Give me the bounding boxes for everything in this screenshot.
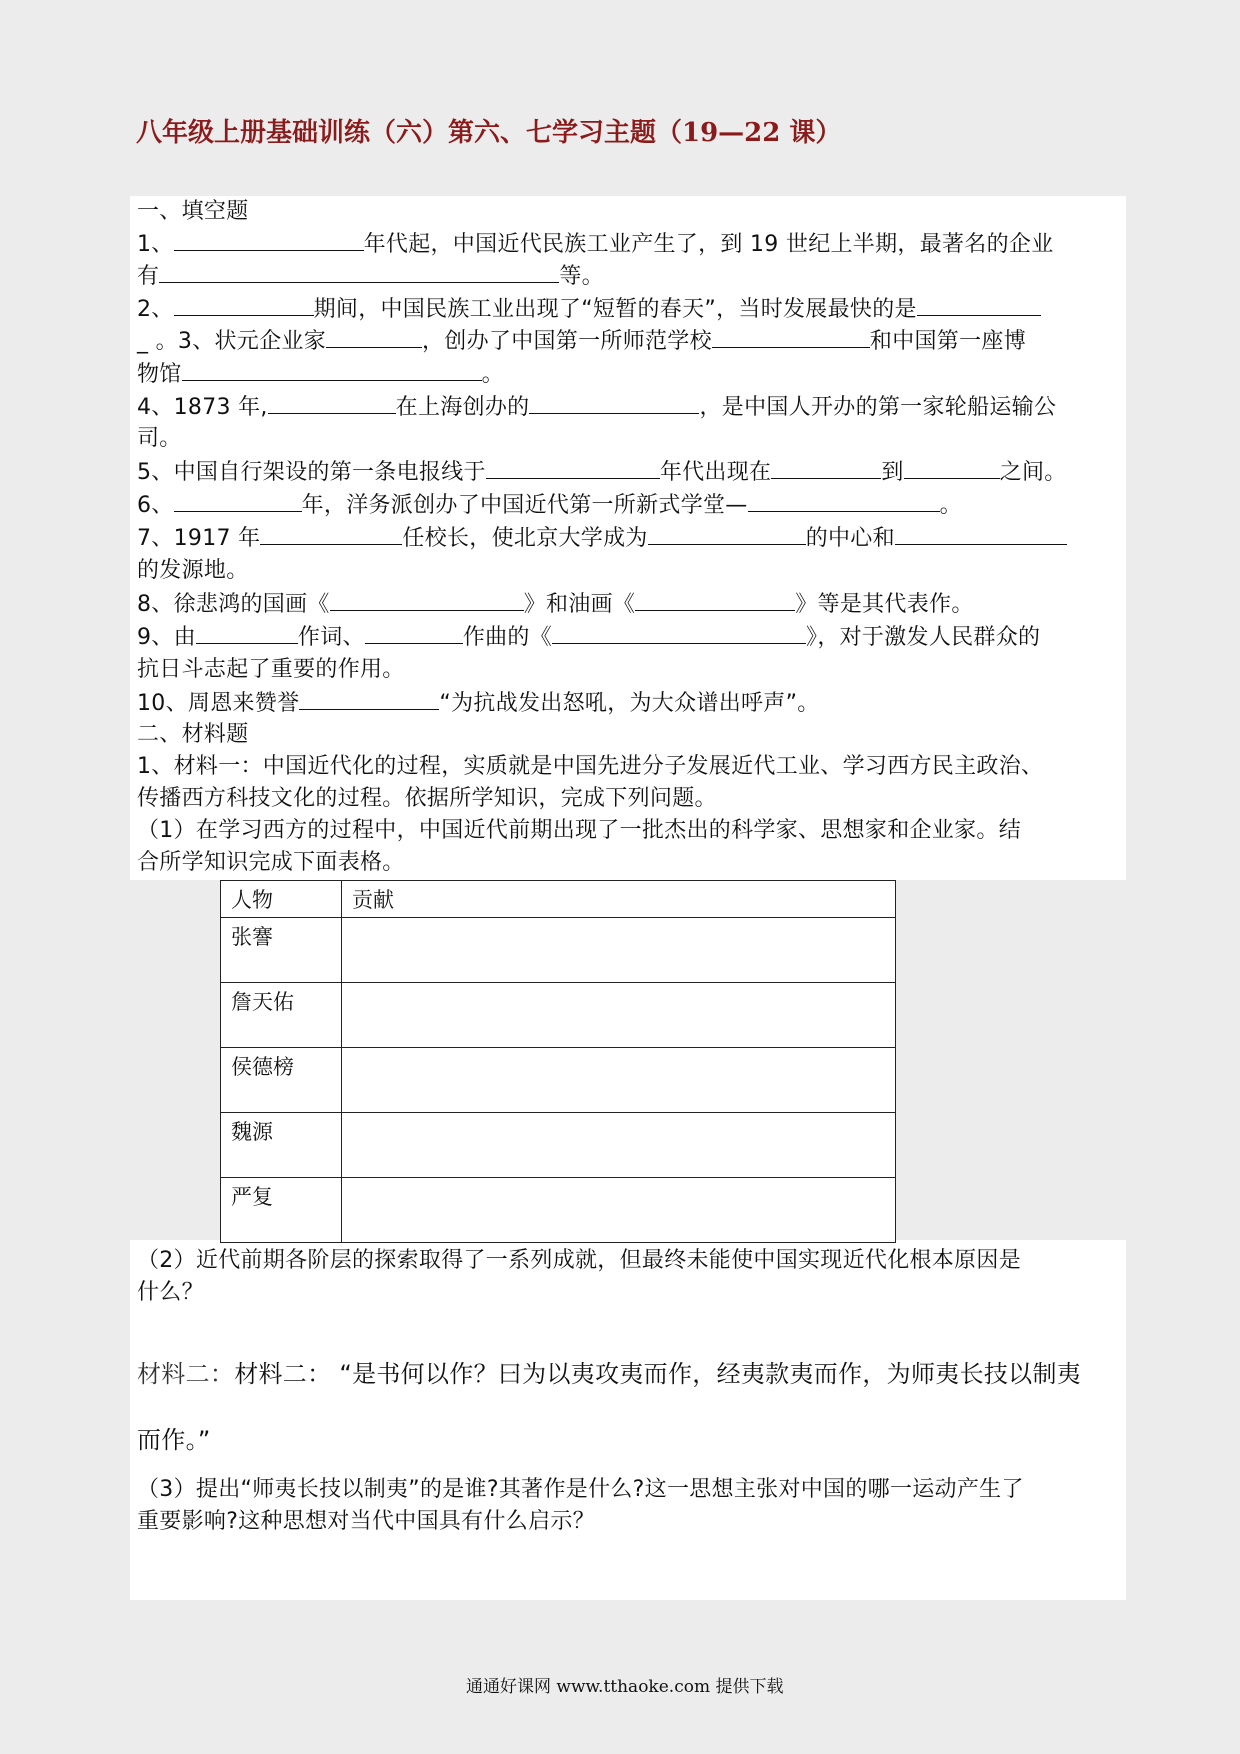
q5-text-1: 5、中国自行架设的第一条电报线于: [137, 460, 486, 485]
question-6: [137, 489, 962, 522]
question-7-line-1: [137, 522, 1067, 555]
contribution-table: [220, 880, 896, 1243]
table-header-contribution: 贡献: [342, 881, 896, 918]
q4-text-3: ，是中国人开办的第一家轮船运输公: [699, 395, 1057, 420]
q7-text-2: 任校长，使北京大学成为: [402, 526, 648, 551]
question-10: [137, 687, 820, 720]
q3-text-4: 物馆: [137, 362, 182, 387]
table-row: [221, 1178, 896, 1243]
material-2-line-2: 而作。”: [137, 1426, 211, 1454]
question-1-line-2: [137, 260, 604, 293]
q10-blank-1[interactable]: [299, 687, 439, 710]
q4-text-1: 4、1873 年,: [137, 395, 268, 420]
table-cell-contribution[interactable]: [342, 983, 896, 1048]
q1-blank-2[interactable]: [159, 260, 559, 283]
q3-text-2: ，创办了中国第一所师范学校: [422, 329, 712, 354]
table-cell-person: 詹天佑: [221, 983, 342, 1048]
material-2-quote: 材料二： “是书何以作？曰为以夷攻夷而作，经夷款夷而作，为师夷长技以制夷: [234, 1360, 1082, 1388]
q3-blank-2[interactable]: [712, 325, 870, 348]
q6-blank-2[interactable]: [748, 489, 940, 512]
q3-text-1: _ 。3、状元企业家: [137, 329, 326, 354]
q4-text-2: 在上海创办的: [395, 395, 530, 420]
q4-blank-2[interactable]: [529, 391, 699, 414]
table-row: [221, 1113, 896, 1178]
q6-text-2: 。: [939, 493, 962, 518]
q9-text-4: 》，对于激发人民群众的: [806, 625, 1041, 650]
material-1-line-2: 传播西方科技文化的过程。依据所学知识，完成下列问题。: [137, 786, 717, 811]
sub-question-1-line-1: （1）在学习西方的过程中，中国近代前期出现了一批杰出的科学家、思想家和企业家。结: [137, 818, 1021, 843]
q5-text-2: 年代出现在: [659, 460, 772, 485]
material-section-background: [130, 1240, 1126, 1600]
q3-text-3: 和中国第一座博: [869, 329, 1027, 354]
q5-text-4: 之间。: [999, 460, 1067, 485]
q2-text: 期间，中国民族工业出现了“短暂的春天”，当时发展最快的是: [313, 297, 917, 322]
table-header-row: [221, 881, 896, 918]
question-4-line-1: [137, 391, 1056, 424]
section-heading-material: 二、材料题: [137, 722, 249, 747]
q3-text-5: 。: [481, 362, 504, 387]
material-2-line-1: [137, 1358, 1081, 1390]
q2-number: 2、: [137, 297, 174, 322]
q7-blank-2[interactable]: [648, 522, 806, 545]
page-title: 八年级上册基础训练（六）第六、七学习主题（19—22 课）: [136, 118, 842, 148]
question-8: [137, 588, 974, 621]
q5-text-3: 到: [881, 460, 904, 485]
question-2-line-1: [137, 293, 1041, 326]
q9-blank-3[interactable]: [552, 621, 806, 644]
table-cell-contribution[interactable]: [342, 918, 896, 983]
q6-text-1: 年，洋务派创办了中国近代第一所新式学堂—: [301, 493, 748, 518]
section-heading-fill-in: 一、填空题: [137, 199, 249, 224]
table-cell-person: 张謇: [221, 918, 342, 983]
sub-question-1-line-2: 合所学知识完成下面表格。: [137, 850, 405, 875]
footer-source: 通通好课网 www.tthaoke.com 提供下载: [466, 1677, 784, 1697]
q7-blank-1[interactable]: [260, 522, 402, 545]
question-2-line-2: [137, 325, 1026, 358]
question-2-line-3: [137, 358, 504, 391]
sub-question-3-line-1: （3）提出“师夷长技以制夷”的是谁?其著作是什么?这一思想主张对中国的哪一运动产生了: [137, 1477, 1024, 1502]
q9-text-2: 作词、: [297, 625, 365, 650]
q9-text-1: 9、由: [137, 625, 196, 650]
table-cell-contribution[interactable]: [342, 1048, 896, 1113]
q1-text: 年代起，中国近代民族工业产生了，到 19 世纪上半期，最著名的企业: [363, 232, 1054, 257]
question-1-line-1: [137, 228, 1054, 261]
q7-text-3: 的中心和: [805, 526, 895, 551]
q5-blank-1[interactable]: [486, 456, 660, 479]
q8-text-2: 》和油画《: [523, 592, 636, 617]
q2-blank-1[interactable]: [174, 293, 314, 316]
table-cell-contribution[interactable]: [342, 1178, 896, 1243]
q1-text-3: 等。: [559, 264, 604, 289]
q8-blank-2[interactable]: [635, 588, 795, 611]
q6-blank-1[interactable]: [174, 489, 302, 512]
question-7-line-2: 的发源地。: [137, 558, 249, 583]
q6-number: 6、: [137, 493, 174, 518]
sub-question-2-line-2: 什么？: [137, 1280, 204, 1305]
question-9-line-2: 抗日斗志起了重要的作用。: [137, 657, 405, 682]
q5-blank-3[interactable]: [904, 456, 1000, 479]
q3-blank-1[interactable]: [326, 325, 422, 348]
sub-question-3-line-2: 重要影响?这种思想对当代中国具有什么启示？: [137, 1509, 595, 1534]
q4-blank-1[interactable]: [268, 391, 396, 414]
q1-number: 1、: [137, 232, 174, 257]
q10-text-2: “为抗战发出怒吼，为大众谱出呼声”。: [439, 691, 820, 716]
table-row: [221, 983, 896, 1048]
table-cell-person: 侯德榜: [221, 1048, 342, 1113]
q7-blank-3[interactable]: [895, 522, 1067, 545]
sub-question-2-line-1: （2）近代前期各阶层的探索取得了一系列成就，但最终未能使中国实现近代化根本原因是: [137, 1248, 1021, 1273]
table-row: [221, 1048, 896, 1113]
q1-text-2: 有: [137, 264, 160, 289]
table-row: [221, 918, 896, 983]
question-4-line-2: 司。: [137, 426, 182, 451]
table-cell-contribution[interactable]: [342, 1113, 896, 1178]
q8-text-1: 8、徐悲鸿的国画《: [137, 592, 330, 617]
question-5: [137, 456, 1067, 489]
q9-blank-2[interactable]: [365, 621, 463, 644]
q1-blank-1[interactable]: [174, 228, 364, 251]
q8-text-3: 》等是其代表作。: [795, 592, 974, 617]
table-cell-person: 严复: [221, 1178, 342, 1243]
q5-blank-2[interactable]: [771, 456, 881, 479]
q9-blank-1[interactable]: [196, 621, 298, 644]
q10-text-1: 10、周恩来赞誉: [137, 691, 300, 716]
q9-text-3: 作曲的《: [462, 625, 553, 650]
table-header-person: 人物: [221, 881, 342, 918]
q2-blank-2[interactable]: [917, 293, 1041, 316]
q8-blank-1[interactable]: [330, 588, 524, 611]
q3-blank-3[interactable]: [182, 358, 482, 381]
question-9-line-1: [137, 621, 1040, 654]
material-1-line-1: 1、材料一：中国近代化的过程，实质就是中国先进分子发展近代工业、学习西方民主政治、: [137, 754, 1044, 779]
q7-text-1: 7、1917 年: [137, 526, 261, 551]
table-cell-person: 魏源: [221, 1113, 342, 1178]
material-2-label: 材料二：: [137, 1360, 235, 1388]
